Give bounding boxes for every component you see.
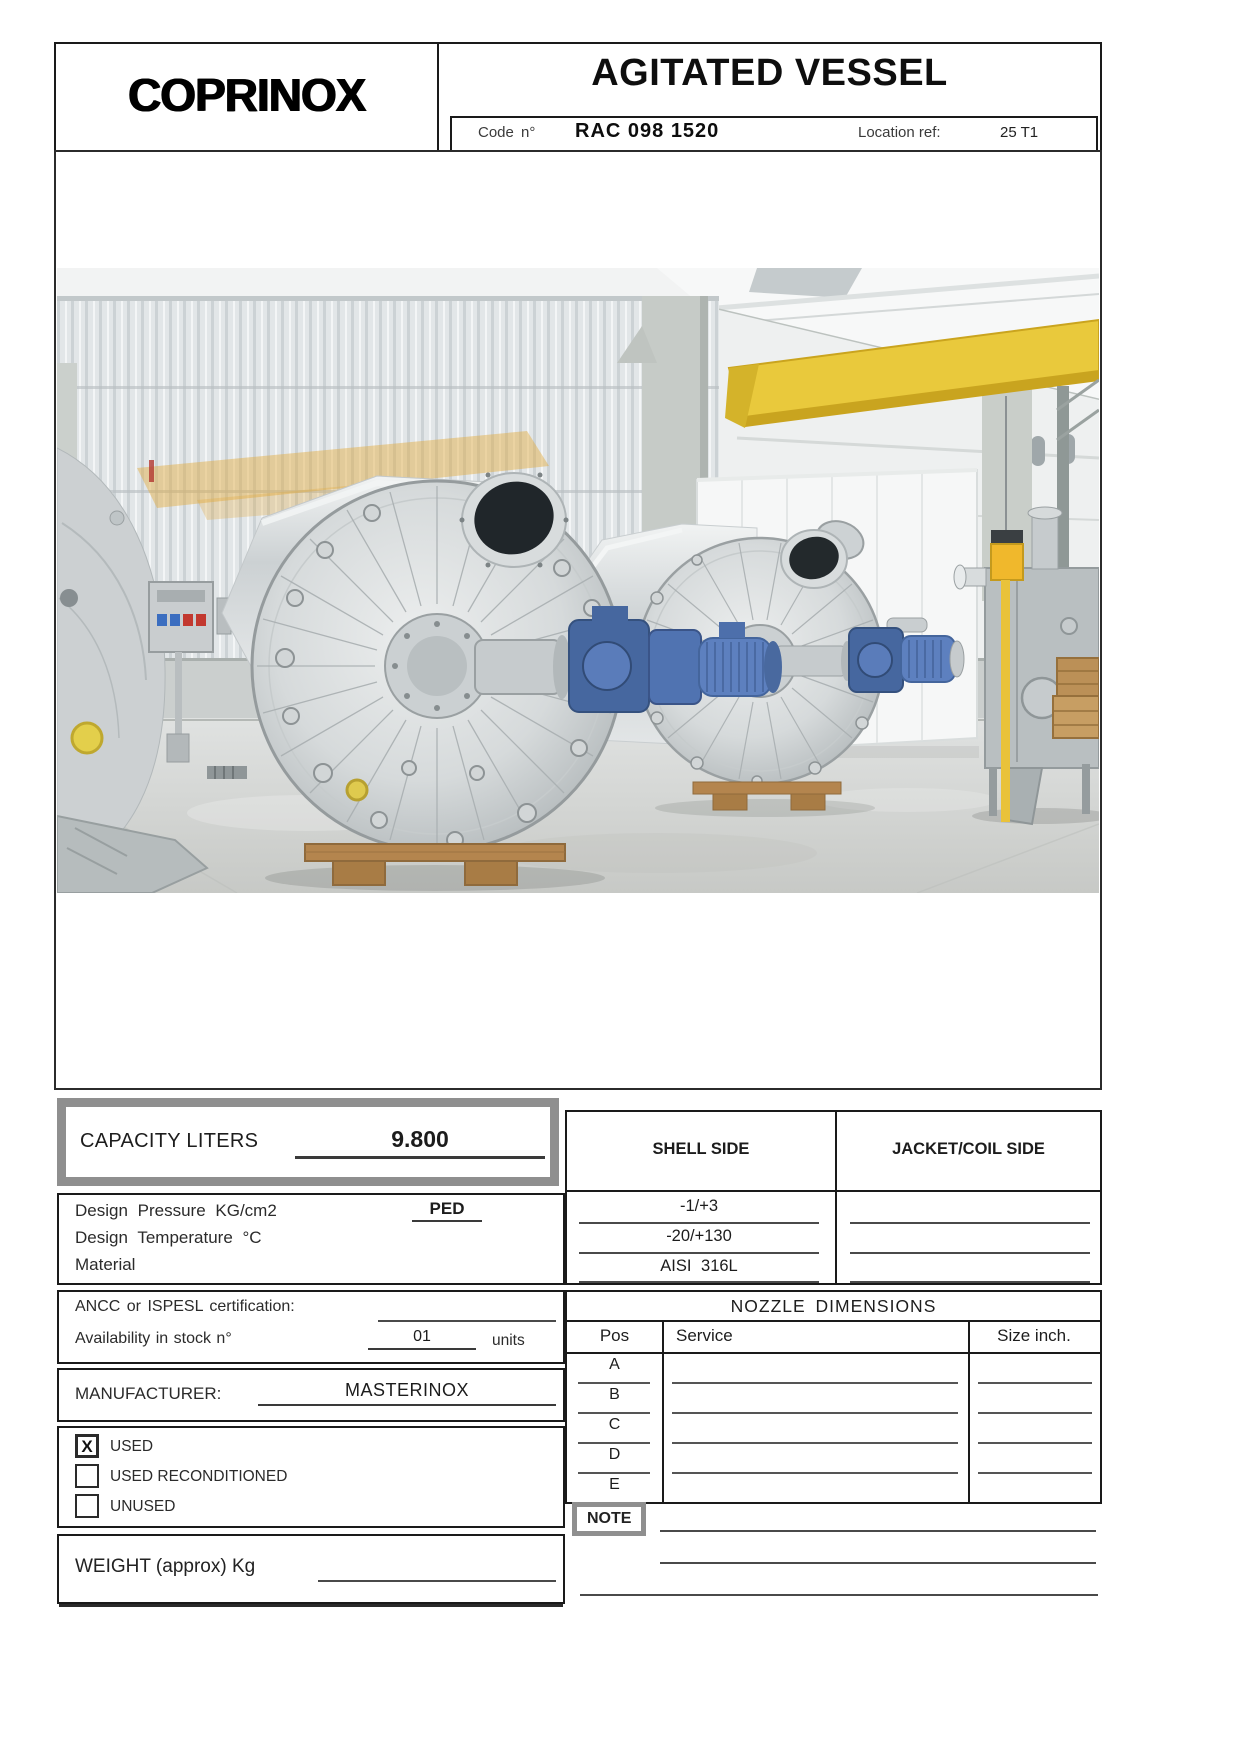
shell-pressure-line (579, 1222, 819, 1224)
nozzle-size-divider (968, 1320, 970, 1502)
weight-label: WEIGHT (approx) Kg (75, 1556, 256, 1577)
design-pressure-label: Design Pressure KG/cm2 (75, 1201, 277, 1220)
nozzle-sep-a1 (578, 1382, 650, 1384)
availability-value: 01 (368, 1328, 476, 1350)
sides-header-divider (567, 1190, 1100, 1192)
nozzle-col-pos: Pos (599, 1326, 630, 1345)
weight-line (318, 1580, 556, 1582)
nozzle-col-service: Service (676, 1326, 733, 1345)
material-label: Material (75, 1255, 136, 1274)
used-reconditioned-checkbox (75, 1464, 99, 1488)
jacket-material-line (850, 1281, 1090, 1283)
nozzle-col-size: Size inch. (997, 1326, 1071, 1345)
location-ref-label: Location ref: (858, 124, 941, 141)
nozzle-title: NOZZLE DIMENSIONS (730, 1296, 937, 1316)
nozzle-row-a: A (609, 1356, 620, 1373)
nozzle-sep-b1 (578, 1412, 650, 1414)
nozzle-pos-divider (662, 1320, 664, 1502)
note-label: NOTE (572, 1502, 646, 1536)
shell-temperature-value: -20/+130 (666, 1227, 732, 1245)
units-label: units (492, 1332, 525, 1349)
nozzle-header-divider (567, 1352, 1100, 1354)
nozzle-sep-b3 (978, 1412, 1092, 1414)
used-label: USED (110, 1438, 154, 1455)
jacket-pressure-line (850, 1222, 1090, 1224)
unused-label: UNUSED (110, 1498, 176, 1515)
nozzle-sep-c2 (672, 1442, 958, 1444)
certification-line (378, 1320, 556, 1322)
capacity-label: CAPACITY LITERS (80, 1130, 259, 1152)
nozzle-sep-a2 (672, 1382, 958, 1384)
availability-label: Availability in stock n° (75, 1330, 232, 1347)
nozzle-sep-d2 (672, 1472, 958, 1474)
used-reconditioned-label: USED RECONDITIONED (110, 1468, 288, 1485)
manufacturer-label: MANUFACTURER: (75, 1384, 222, 1403)
nozzle-title-divider (567, 1320, 1100, 1322)
jacket-side-header: JACKET/COIL SIDE (892, 1140, 1045, 1158)
note-line-2 (660, 1562, 1096, 1564)
nozzle-sep-d1 (578, 1472, 650, 1474)
nozzle-sep-d3 (978, 1472, 1092, 1474)
jacket-temperature-line (850, 1252, 1090, 1254)
shell-material-line (579, 1281, 819, 1283)
design-temperature-label: Design Temperature °C (75, 1228, 262, 1247)
unused-checkbox (75, 1494, 99, 1518)
nozzle-sep-a3 (978, 1382, 1092, 1384)
page-title: AGITATED VESSEL (591, 52, 948, 94)
code-label: Code n° (478, 124, 536, 141)
note-line-3 (580, 1594, 1098, 1596)
note-line-1 (660, 1530, 1096, 1532)
code-value: RAC 098 1520 (575, 120, 720, 142)
shell-temperature-line (579, 1252, 819, 1254)
vessel-photo (57, 268, 1099, 893)
nozzle-row-b: B (609, 1386, 620, 1403)
shell-pressure-value: -1/+3 (679, 1197, 719, 1215)
location-ref-value: 25 T1 (1000, 124, 1039, 141)
used-checkbox: X (75, 1434, 99, 1458)
nozzle-sep-c1 (578, 1442, 650, 1444)
sides-column-divider (835, 1112, 837, 1283)
shell-side-header: SHELL SIDE (652, 1140, 750, 1158)
certification-label: ANCC or ISPESL certification: (75, 1298, 295, 1315)
manufacturer-value: MASTERINOX (258, 1380, 556, 1406)
nozzle-row-c: C (608, 1416, 621, 1433)
nozzle-row-d: D (608, 1446, 621, 1463)
capacity-value: 9.800 (295, 1126, 545, 1159)
nozzle-sep-c3 (978, 1442, 1092, 1444)
shell-material-value: AISI 316L (660, 1257, 738, 1275)
nozzle-sep-b2 (672, 1412, 958, 1414)
company-logo: COPRINOX (127, 69, 366, 121)
nozzle-row-e: E (609, 1476, 620, 1493)
ped-label: PED (412, 1199, 482, 1222)
